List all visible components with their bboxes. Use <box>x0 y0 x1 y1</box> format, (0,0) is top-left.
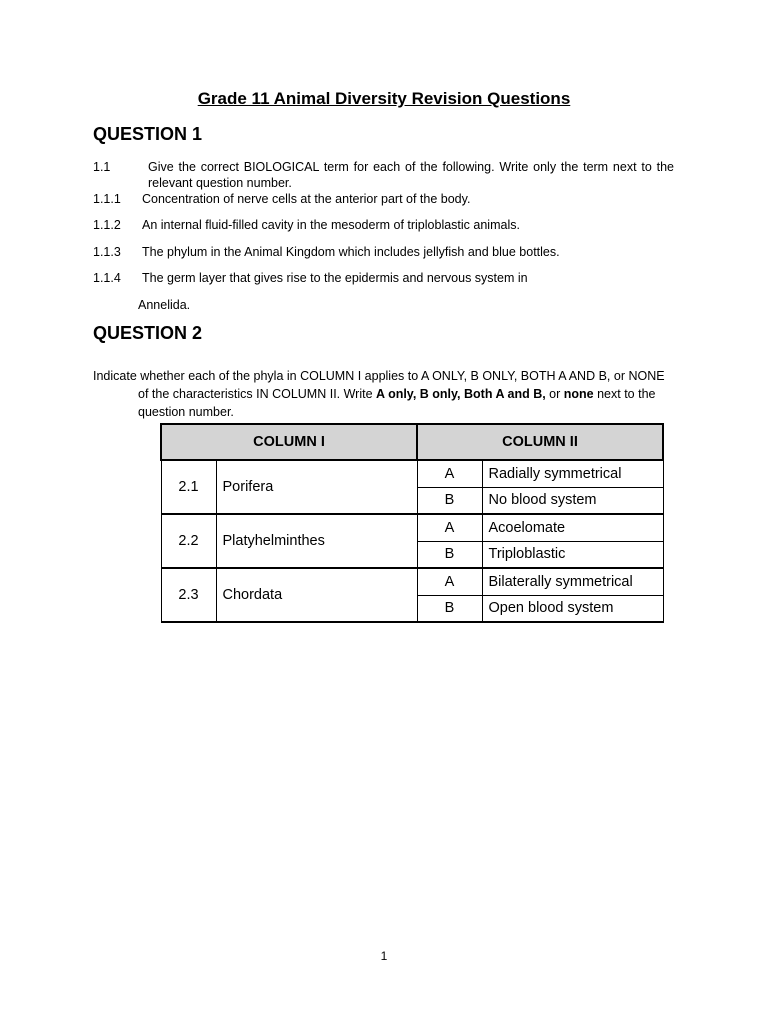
question-number: 1.1.2 <box>93 218 121 232</box>
question-1-heading: QUESTION 1 <box>93 124 203 144</box>
question-item <box>93 217 674 235</box>
table-row <box>161 514 663 541</box>
question-number: 1.1.1 <box>93 192 121 206</box>
table-row <box>161 460 663 487</box>
page-number: 1 <box>380 949 388 963</box>
instruction-text: or <box>545 387 564 401</box>
row-number: 2.1 <box>161 460 216 514</box>
phylum-name: Platyhelminthes <box>216 514 417 568</box>
question-item <box>93 159 674 193</box>
phylum-name: Porifera <box>216 460 417 514</box>
instruction-continuation <box>93 385 675 421</box>
instruction-text: next to the question number. <box>138 387 656 419</box>
characteristic: Open blood system <box>482 595 663 622</box>
phylum-name: Chordata <box>216 568 417 622</box>
instruction-line: Indicate whether each of the phyla in COLUMN I applies to A ONLY, B ONLY, BOTH A AND B, or NONE <box>93 369 665 383</box>
columns-table <box>160 423 664 623</box>
table-row <box>161 568 663 595</box>
option-letter: B <box>417 541 482 568</box>
question-text: The germ layer that gives rise to the epidermis and nervous system in <box>142 271 528 285</box>
option-letter: B <box>417 595 482 622</box>
option-letter: A <box>417 514 482 541</box>
column-1-header: COLUMN I <box>161 424 417 460</box>
question-item <box>93 270 674 288</box>
question-number: 1.1.3 <box>93 245 121 259</box>
instruction-text: of the characteristics IN COLUMN II. Write <box>138 387 377 401</box>
question-item <box>93 191 674 209</box>
row-number: 2.3 <box>161 568 216 622</box>
question-text: Give the correct BIOLOGICAL term for each of the following. Write only the term next to the relevant question number. <box>148 160 674 190</box>
question-text: Concentration of nerve cells at the anterior part of the body. <box>142 192 471 206</box>
characteristic: Radially symmetrical <box>482 460 663 487</box>
table-header-row <box>161 424 663 460</box>
question-continuation: Annelida. <box>138 298 191 312</box>
question-2-heading: QUESTION 2 <box>93 323 203 343</box>
characteristic: No blood system <box>482 487 663 514</box>
row-number: 2.2 <box>161 514 216 568</box>
column-2-header: COLUMN II <box>417 424 663 460</box>
option-letter: B <box>417 487 482 514</box>
instruction-bold-none: none <box>563 387 594 401</box>
instruction-bold-options: A only, B only, Both A and B, <box>376 387 546 401</box>
question-text: An internal fluid-filled cavity in the mesoderm of triploblastic animals. <box>142 218 520 232</box>
option-letter: A <box>417 460 482 487</box>
option-letter: A <box>417 568 482 595</box>
characteristic: Triploblastic <box>482 541 663 568</box>
question-2-instructions <box>93 367 675 421</box>
question-number: 1.1.4 <box>93 271 121 285</box>
question-item <box>93 244 674 262</box>
characteristic: Acoelomate <box>482 514 663 541</box>
characteristic: Bilaterally symmetrical <box>482 568 663 595</box>
document-title: Grade 11 Animal Diversity Revision Questions <box>197 89 571 108</box>
question-number: 1.1 <box>93 160 111 174</box>
question-text: The phylum in the Animal Kingdom which includes jellyfish and blue bottles. <box>142 245 560 259</box>
